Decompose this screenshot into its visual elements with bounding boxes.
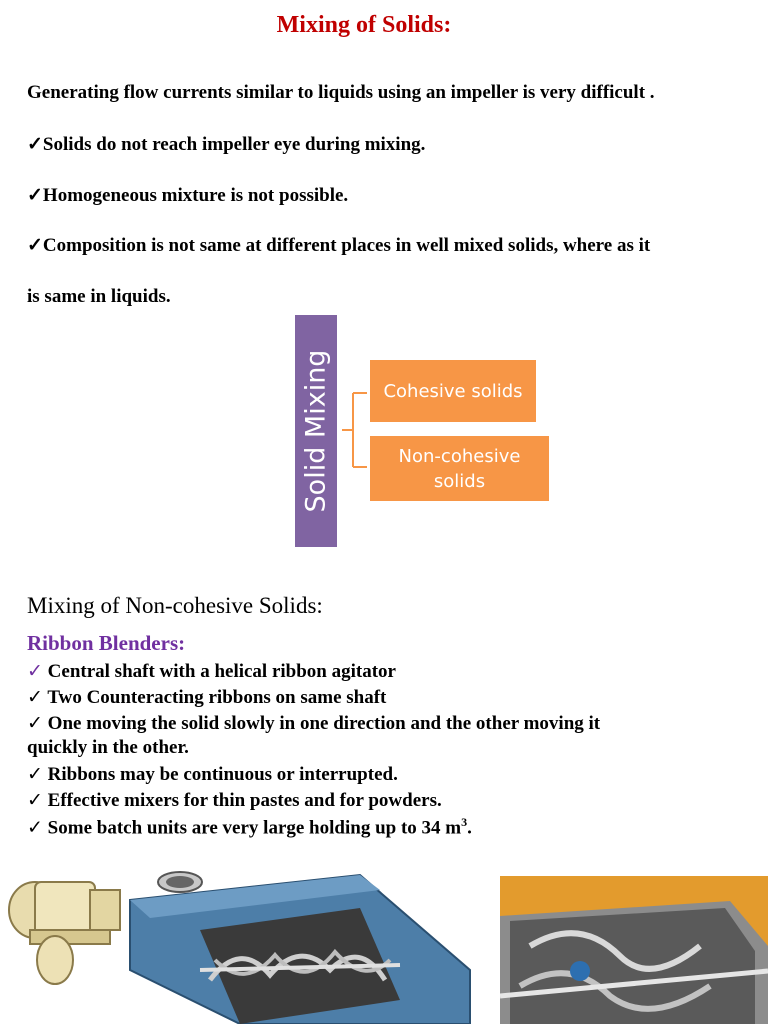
point-3-continued: is same in liquids.	[27, 286, 171, 307]
check-icon: ✓	[27, 661, 43, 682]
diagram-connector	[337, 385, 373, 475]
bullet-2	[27, 686, 386, 709]
bullet-6-text: Some batch units are very large holding up to 34 m	[47, 817, 462, 839]
bullet-3-text: One moving the solid slowly in one direction and the other moving it	[47, 713, 601, 734]
bullet-3-continued: quickly in the other.	[27, 737, 189, 758]
ribbon-blender-cutaway-image	[0, 860, 480, 1024]
trough-icon	[130, 872, 470, 1024]
ribbon-blenders-heading: Ribbon Blenders:	[27, 631, 186, 655]
bullet-2-text: Two Counteracting ribbons on same shaft	[47, 687, 387, 708]
ribbon-blender-interior-image	[500, 876, 768, 1024]
section-heading: Mixing of Non-cohesive Solids:	[27, 593, 323, 618]
bullet-4	[27, 763, 398, 786]
motor-icon	[9, 882, 120, 984]
page-title: Mixing of Solids:	[276, 12, 452, 38]
bullet-1-text: Central shaft with a helical ribbon agitator	[47, 661, 396, 682]
check-icon: ✓	[27, 817, 43, 839]
bullet-3	[27, 712, 600, 735]
check-icon: ✓	[27, 764, 43, 785]
point-3: ✓Composition is not same at different places in well mixed solids, where as it	[27, 235, 651, 256]
bullet-5-text: Effective mixers for thin pastes and for powders.	[47, 790, 442, 811]
check-icon: ✓	[27, 790, 43, 811]
bullet-1	[27, 660, 396, 683]
point-2: ✓Homogeneous mixture is not possible.	[27, 185, 349, 206]
intro-text: Generating flow currents similar to liquids using an impeller is very difficult .	[27, 82, 655, 103]
bullet-4-text: Ribbons may be continuous or interrupted.	[47, 764, 398, 785]
diagram-node-non-cohesive	[370, 436, 549, 501]
diagram-node-cohesive: Cohesive solids	[370, 360, 536, 422]
check-icon: ✓	[27, 713, 43, 734]
bullet-5	[27, 789, 442, 812]
point-1: ✓Solids do not reach impeller eye during mixing.	[27, 134, 426, 155]
diagram-node-non-cohesive-label: Non-cohesive solids	[398, 445, 521, 492]
bullet-6	[27, 815, 472, 839]
superscript-3: 3	[461, 815, 468, 829]
bullet-6-period: .	[467, 817, 472, 839]
ribbon-interior-icon	[500, 876, 768, 1024]
diagram-root-label: Solid Mixing	[300, 349, 332, 513]
check-icon: ✓	[27, 687, 43, 708]
diagram-root-solid-mixing	[295, 315, 337, 547]
